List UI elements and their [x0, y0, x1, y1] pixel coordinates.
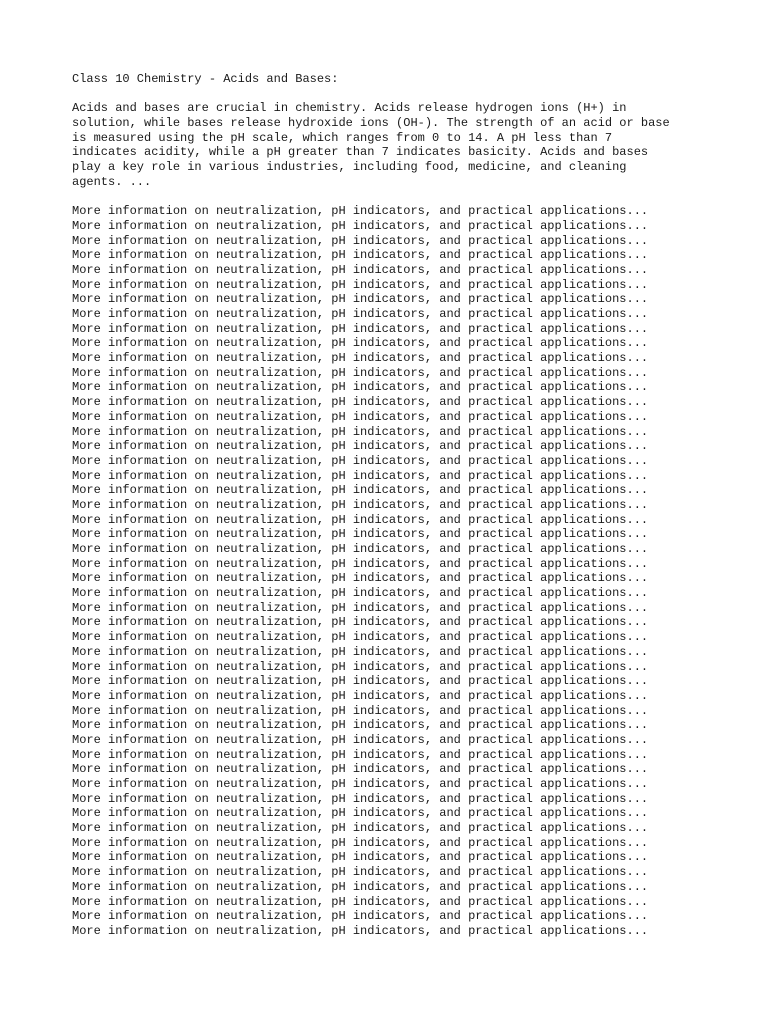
more-info-line: More information on neutralization, pH indicators, and practical applications...: [72, 439, 649, 454]
more-info-line: More information on neutralization, pH indicators, and practical applications...: [72, 747, 649, 762]
paragraph-line: indicates acidity, while a pH greater than 7 indicates basicity. Acids and bases: [72, 145, 649, 160]
more-info-line: More information on neutralization, pH indicators, and practical applications...: [72, 879, 649, 894]
more-info-line: More information on neutralization, pH indicators, and practical applications...: [72, 248, 649, 263]
more-info-line: More information on neutralization, pH indicators, and practical applications...: [72, 644, 649, 659]
more-info-line: More information on neutralization, pH indicators, and practical applications...: [72, 424, 649, 439]
more-info-line: More information on neutralization, pH indicators, and practical applications...: [72, 307, 649, 321]
more-info-line: More information on neutralization, pH indicators, and practical applications...: [72, 718, 649, 733]
paragraph-line: agents. ...: [72, 174, 152, 189]
more-info-line: More information on neutralization, pH indicators, and practical applications...: [72, 277, 649, 292]
more-info-line: More information on neutralization, pH indicators, and practical applications...: [72, 409, 649, 424]
more-info-list: [72, 204, 712, 938]
more-info-line: More information on neutralization, pH indicators, and practical applications...: [72, 556, 649, 571]
more-info-line: More information on neutralization, pH indicators, and practical applications...: [72, 600, 649, 615]
document-title: Class 10 Chemistry - Acids and Bases:: [72, 72, 339, 86]
more-info-line: More information on neutralization, pH indicators, and practical applications...: [72, 204, 649, 219]
paragraph-line: Acids and bases are crucial in chemistry. Acids release hydrogen ions (H+) in: [72, 101, 627, 116]
more-info-line: More information on neutralization, pH indicators, and practical applications...: [72, 512, 649, 527]
more-info-line: More information on neutralization, pH indicators, and practical applications...: [72, 909, 649, 924]
more-info-line: More information on neutralization, pH indicators, and practical applications...: [72, 527, 649, 542]
more-info-line: More information on neutralization, pH indicators, and practical applications...: [72, 821, 649, 836]
more-info-line: More information on neutralization, pH indicators, and practical applications...: [72, 586, 649, 601]
more-info-line: More information on neutralization, pH indicators, and practical applications...: [72, 395, 649, 410]
more-info-line: More information on neutralization, pH indicators, and practical applications...: [72, 483, 649, 498]
more-info-line: More information on neutralization, pH indicators, and practical applications...: [72, 336, 649, 351]
more-info-line: More information on neutralization, pH indicators, and practical applications...: [72, 703, 649, 718]
more-info-line: More information on neutralization, pH indicators, and practical applications...: [72, 571, 649, 586]
more-info-line: More information on neutralization, pH indicators, and practical applications...: [72, 688, 649, 703]
more-info-line: More information on neutralization, pH indicators, and practical applications...: [72, 218, 649, 233]
more-info-line: More information on neutralization, pH indicators, and practical applications...: [72, 233, 649, 248]
intro-paragraph: [72, 101, 712, 189]
more-info-line: More information on neutralization, pH indicators, and practical applications...: [72, 865, 649, 880]
more-info-line: More information on neutralization, pH indicators, and practical applications...: [72, 923, 649, 938]
more-info-line: More information on neutralization, pH indicators, and practical applications...: [72, 351, 649, 366]
more-info-line: More information on neutralization, pH indicators, and practical applications...: [72, 380, 649, 395]
more-info-line: More information on neutralization, pH indicators, and practical applications...: [72, 777, 649, 791]
more-info-line: More information on neutralization, pH indicators, and practical applications...: [72, 497, 649, 512]
more-info-line: More information on neutralization, pH indicators, and practical applications...: [72, 835, 649, 850]
more-info-line: More information on neutralization, pH indicators, and practical applications...: [72, 468, 649, 483]
more-info-line: More information on neutralization, pH indicators, and practical applications...: [72, 674, 649, 689]
more-info-line: More information on neutralization, pH indicators, and practical applications...: [72, 615, 649, 630]
more-info-line: More information on neutralization, pH indicators, and practical applications...: [72, 894, 649, 909]
more-info-line: More information on neutralization, pH indicators, and practical applications...: [72, 762, 649, 777]
more-info-line: More information on neutralization, pH indicators, and practical applications...: [72, 791, 649, 806]
more-info-line: More information on neutralization, pH indicators, and practical applications...: [72, 453, 649, 468]
more-info-line: More information on neutralization, pH indicators, and practical applications...: [72, 732, 649, 747]
paragraph-line: solution, while bases release hydroxide ions (OH-). The strength of an acid or base: [72, 116, 670, 131]
more-info-line: More information on neutralization, pH indicators, and practical applications...: [72, 365, 649, 380]
more-info-line: More information on neutralization, pH indicators, and practical applications...: [72, 542, 649, 556]
more-info-line: More information on neutralization, pH indicators, and practical applications...: [72, 850, 649, 865]
more-info-line: More information on neutralization, pH indicators, and practical applications...: [72, 630, 649, 645]
paragraph-line: is measured using the pH scale, which ranges from 0 to 14. A pH less than 7: [72, 130, 613, 145]
document-page: [72, 72, 712, 939]
paragraph-line: play a key role in various industries, including food, medicine, and cleaning: [72, 160, 627, 175]
more-info-line: More information on neutralization, pH indicators, and practical applications...: [72, 659, 649, 674]
more-info-line: More information on neutralization, pH indicators, and practical applications...: [72, 321, 649, 336]
more-info-line: More information on neutralization, pH indicators, and practical applications...: [72, 292, 649, 307]
more-info-line: More information on neutralization, pH indicators, and practical applications...: [72, 262, 649, 277]
more-info-line: More information on neutralization, pH indicators, and practical applications...: [72, 806, 649, 821]
